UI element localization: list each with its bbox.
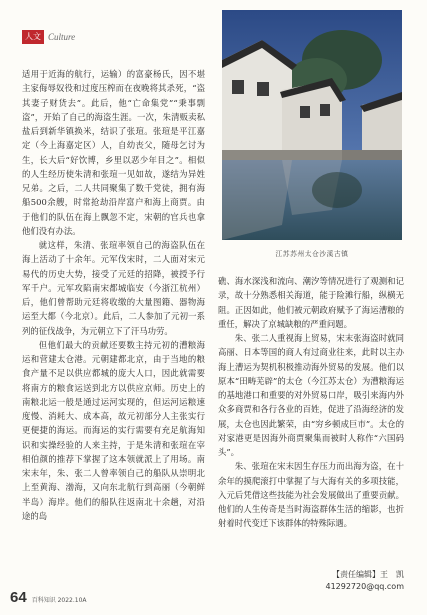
publication-info: 百科知识 2022.10A: [31, 597, 87, 604]
paragraph: 就这样，朱清、张瑄率领自己的海盗队伍在海上活动了十余年。元军伐宋时，二人面对宋元易代的历史大势，接受了元廷的招降，被授予行军千户。元军攻陷南宋都城临安（今浙江杭州）后，他们曾帮助元廷将收缴的大量图籍、器物海运至大都（今北京）。此后，二人参加了元初一系列的征伐战争，为元朝立下了汗马功劳。: [22, 240, 205, 336]
paragraph: 礁、海水深浅和流向、潮汐等情况进行了观测和记录，故十分熟悉相关海道，能于险滩行船，纵横无阻。正因如此，他们被元朝政府赋予了海运漕粮的重任，解决了京城缺粮的严重问题。: [218, 276, 404, 329]
editor-email: 41292720@qq.com: [325, 582, 404, 591]
article-right-column: [218, 274, 404, 596]
editor-name: 【责任编辑】王 凯: [332, 570, 404, 579]
paragraph: 适用于近海的航行，运输）的富豪杨氏，因不堪主家侮辱奴役和过度压榨而在夜晚将其杀死，“盗其妻子财货去”。此后，他“亡命集党”“秉事剽盗”，开始了自己的海盗生涯。一次，朱清贩卖私盐后到新华镇换米，结识了张瑄。张瑄是平江嘉定（今上海嘉定区）人，自幼丧父，随母乞讨为生，长大后“好饮博，乡里以恶少年目之”。相似的人生经历使朱清和张瑄一见如故，遂结为异姓兄弟。之后，二人共同聚集了数千党徒，拥有海船500余艘，时常抢劫沿岸富户和海上商贾。由于他们的队伍在海上飘忽不定，宋朝的官兵也拿他们没有办法。: [22, 69, 205, 236]
article-left-column: [22, 67, 205, 572]
section-header: [22, 30, 75, 44]
photo-caption: 江苏苏州太仓沙溪古镇: [275, 250, 349, 258]
paragraph: 朱、张瑄在宋末因生存压力而出海为盗，在十余年的摸爬滚打中掌握了与大海有关的多项技能，入元后凭借这些技能为社会发展做出了重要贡献。他们的人生传奇是当时海盗群体生活的缩影，也折射着时代变迁下该群体的特殊际遇。: [218, 461, 404, 529]
paragraph: 但他们最大的贡献还要数主持元初的漕粮海运和营建太仓港。元朝建都北京，由于当地的粮食产量不足以供应都城的庞大人口，因此就需要将南方的粮食运送到北方以供应京师。历史上的南粮北运一般是通过运河实现的，但运河运粮速度慢、消耗大、成本高，故元初部分人主张实行更便捷的海运。而海运的实行需要有充足航海知识和实操经验的人来主持，于是朱清和张瑄在宰相伯颜的推荐下掌握了这本领就派上了用场。南宋末年，朱、张二人曾率领自己的船队从崇明北上至黄海、渤海，又向东北航行到高丽（今朝鲜半岛）海岸。他们的船队往返南北十余趟，对沿途的岛: [22, 339, 205, 521]
photo-ancient-town: [222, 10, 402, 240]
page-number: 64: [10, 589, 27, 606]
page-footer: [10, 590, 87, 605]
paragraph: 朱、张二人重视海上贸易，宋末张海盗时就同高丽、日本等国的商人有过商业往来，此时以主办海上漕运为契机积极推动海外贸易的发展。他们以原本“田畴芜辟”的太仓（今江苏太仓）为漕粮海运的基地港口和重要的对外贸易口岸，吸引来海内外众多商贾和各行各业的百姓，促进了沿海经济的发展，太仓也因此繁荣，由“穷乡顿成巨市”。太仓的对家港更是因海外商贾聚集而被时人称作“六国码头”。: [218, 333, 404, 457]
section-mark: 人文: [22, 30, 44, 44]
editor-credit: [325, 569, 404, 593]
section-english-label: Culture: [48, 32, 76, 42]
